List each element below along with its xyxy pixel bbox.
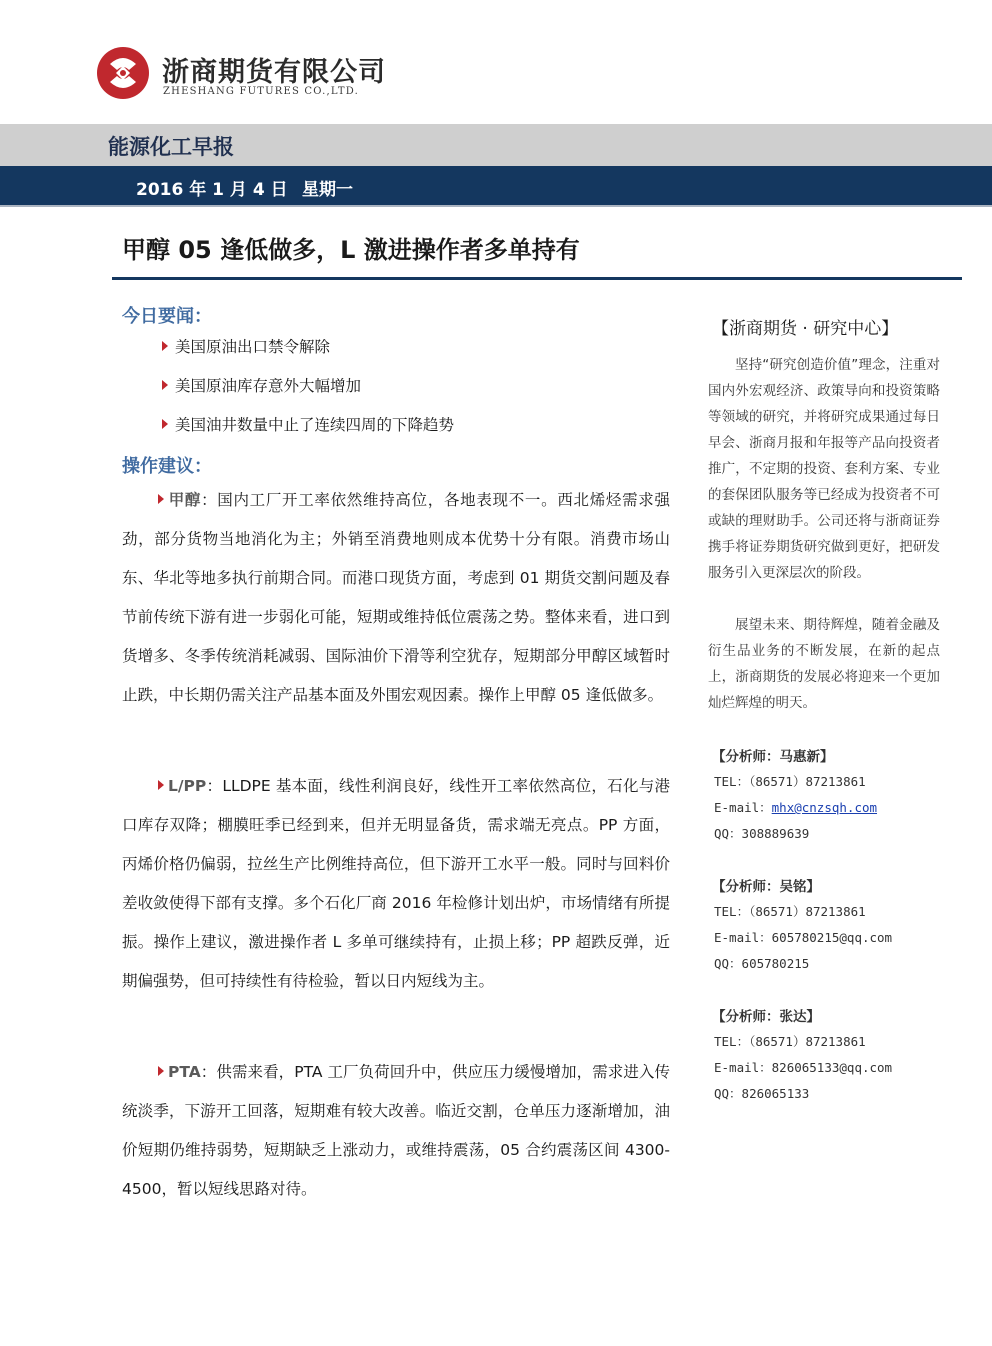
analyst-tel: TEL：（86571）87213861: [714, 1034, 866, 1049]
advice-lead: L/PP: [168, 777, 207, 795]
email-label: E-mail：: [714, 1060, 772, 1075]
bullet-triangle-icon: [162, 419, 168, 429]
news-item: [162, 413, 454, 435]
advice-paragraph-pta: [122, 1053, 670, 1209]
news-item: [162, 335, 330, 357]
report-headline: 甲醇 05 逢低做多，L 激进操作者多单持有: [122, 236, 580, 264]
bullet-triangle-icon: [158, 1066, 164, 1076]
advice-section-title: 操作建议：: [122, 456, 212, 477]
analyst-name: 【分析师：吴铭】: [712, 879, 820, 895]
headline-divider: [112, 277, 962, 280]
analyst-qq: QQ：308889639: [714, 826, 810, 841]
analyst-name: 【分析师：张达】: [712, 1009, 820, 1025]
report-weekday: 星期一: [302, 180, 353, 200]
company-logo-icon: [96, 46, 150, 100]
company-name-en: ZHESHANG FUTURES CO.,LTD.: [163, 86, 359, 97]
company-name-cn: 浙商期货有限公司: [162, 57, 386, 88]
advice-lead: PTA: [168, 1063, 201, 1081]
advice-paragraph-lpp: [122, 767, 670, 1001]
analyst-email-link[interactable]: mhx@cnzsqh.com: [771, 800, 878, 815]
analyst-tel: TEL：（86571）87213861: [714, 904, 866, 919]
advice-text: ：LLDPE 基本面，线性利润良好，线性开工率依然高位，石化与港口库存双降；棚膜旺季已经到来，但并无明显备货，需求端无亮点。PP 方面，丙烯价格仍偏弱，拉丝生产比例维持高位，但下游开工水平一般。同时与回料价差收敛使得下部有支撑。多个石化厂商 2016 年检修计划出炉，市场情绪有所提振。操作上建议，激进操作者 L 多单可继续持有，止损上移；PP 超跌反弹，近期偏强势，但可持续性有待检验，暂以日内短线为主。: [122, 777, 670, 990]
analyst-email-row: [714, 1058, 892, 1076]
analyst-email-row: [714, 798, 877, 816]
advice-text: ：供需来看，PTA 工厂负荷回升中，供应压力缓慢增加，需求进入传统淡季，下游开工回落，短期难有较大改善。临近交割，仓单压力逐渐增加，油价短期仍维持弱势，短期缺乏上涨动力，或维持震荡，05 合约震荡区间 4300-4500，暂以短线思路对待。: [122, 1063, 670, 1198]
analyst-email: 826065133@qq.com: [771, 1060, 893, 1075]
report-date: 2016 年 1 月 4 日: [136, 180, 288, 200]
bullet-triangle-icon: [158, 780, 164, 790]
research-center-title: 【浙商期货 · 研究中心】: [712, 319, 899, 339]
email-label: E-mail：: [714, 800, 772, 815]
research-center-outlook: 展望未来、期待辉煌，随着金融及衍生品业务的不断发展，在新的起点上，浙商期货的发展必将迎来一个更加灿烂辉煌的明天。: [708, 617, 940, 711]
news-item-text: 美国原油出口禁令解除: [175, 338, 331, 356]
news-item-text: 美国原油库存意外大幅增加: [175, 377, 362, 395]
news-item-text: 美国油井数量中止了连续四周的下降趋势: [175, 416, 455, 434]
advice-lead: 甲醇: [168, 491, 202, 509]
bullet-triangle-icon: [158, 494, 164, 504]
analyst-qq: QQ：605780215: [714, 956, 810, 971]
research-center-intro: 坚持“研究创造价值”理念，注重对国内外宏观经济、政策导向和投资策略等领域的研究，并将研究成果通过每日早会、浙商月报和年报等产品向投资者推广，不定期的投资、套利方案、专业的套保团队服务等已经成为投资者不可或缺的理财助手。公司还将与浙商证券携手将证券期货研究做到更好，把研发服务引入更深层次的阶段。: [708, 357, 940, 581]
analyst-qq: QQ：826065133: [714, 1086, 810, 1101]
advice-paragraph-methanol: [122, 481, 670, 715]
advice-text: ：国内工厂开工率依然维持高位，各地表现不一。西北烯烃需求强劲，部分货物当地消化为主；外销至消费地则成本优势十分有限。消费市场山东、华北等地多执行前期合同。而港口现货方面，考虑到 01 期货交割问题及春节前传统下游有进一步弱化可能，短期或维持低位震荡之势。整体来看，进口到货增多、冬季传统消耗减弱、国际油价下滑等利空犹存，短期部分甲醇区域暂时止跌，中长期仍需关注产品基本面及外围宏观因素。操作上甲醇 05 逢低做多。: [122, 491, 670, 704]
email-label: E-mail：: [714, 930, 772, 945]
bullet-triangle-icon: [162, 380, 168, 390]
analyst-name: 【分析师：马惠新】: [712, 749, 834, 765]
analyst-tel: TEL：（86571）87213861: [714, 774, 866, 789]
report-series-title: 能源化工早报: [108, 135, 234, 159]
news-section-title: 今日要闻：: [122, 306, 212, 327]
analyst-email-row: [714, 928, 892, 946]
bullet-triangle-icon: [162, 341, 168, 351]
analyst-email: 605780215@qq.com: [771, 930, 893, 945]
news-item: [162, 374, 361, 396]
